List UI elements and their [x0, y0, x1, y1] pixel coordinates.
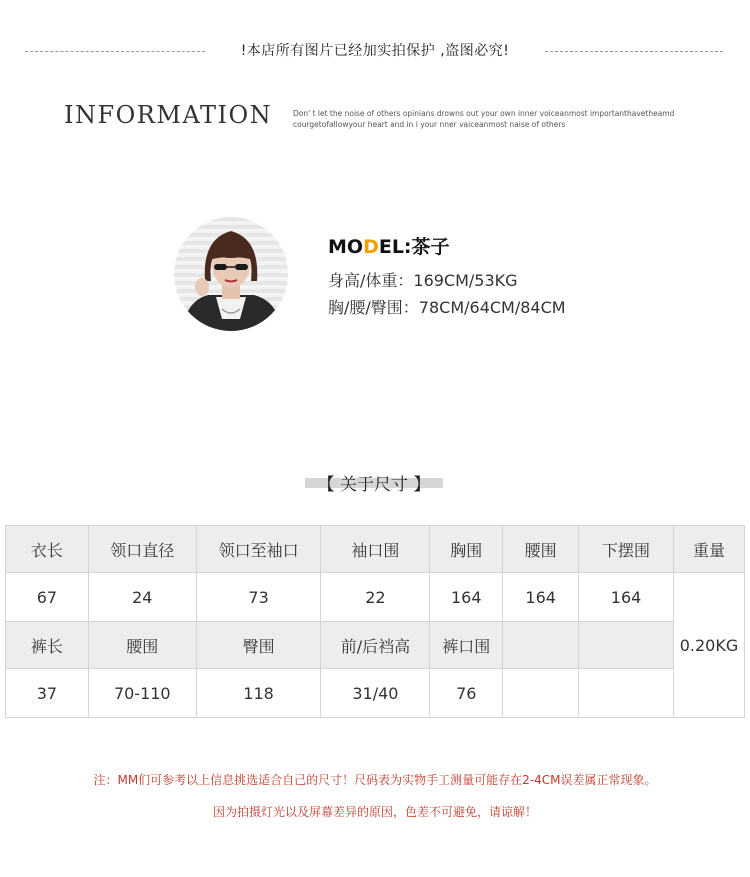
size-table — [5, 525, 745, 718]
information-title: INFORMATION — [64, 101, 273, 129]
sizing-note: 注：MM们可参考以上信息挑选适合自己的尺寸！尺码表为实物手工测量可能存在2-4CM误差属正常现象。 — [93, 773, 657, 787]
model-label-el: EL: — [378, 236, 412, 258]
information-description — [293, 108, 713, 130]
table-header-cell: 臀围 — [196, 622, 321, 669]
table-cell: 73 — [196, 573, 321, 622]
model-portrait-image — [174, 217, 288, 331]
table-cell: 118 — [196, 669, 321, 718]
table-cell: 164 — [503, 573, 579, 622]
model-name: 茶子 — [411, 236, 450, 258]
table-header-cell: 领口至袖口 — [196, 526, 321, 573]
weight-value-cell: 0.20KG — [673, 573, 744, 718]
table-header-cell — [579, 622, 674, 669]
model-measurements: 胸/腰/臀围：78CM/64CM/84CM — [328, 298, 566, 317]
information-description-line-2: courgetofallowyour heart and in i your nner vaiceanmost naise of others — [293, 120, 566, 129]
model-height-weight: 身高/体重：169CM/53KG — [328, 271, 518, 290]
color-note: 因为拍摄灯光以及屏幕差异的原因，色差不可避免，请谅解！ — [212, 805, 537, 819]
table-header-cell: 腰围 — [88, 622, 196, 669]
table-header-cell: 衣长 — [6, 526, 89, 573]
table-header-cell — [503, 622, 579, 669]
table-header-cell: 裤口围 — [430, 622, 503, 669]
table-cell: 37 — [6, 669, 89, 718]
table-header-cell: 胸围 — [430, 526, 503, 573]
information-description-line-1: Don' t let the noise of others opinians drowns out your own inner voiceanmost importanthavetheamd — [293, 109, 675, 118]
model-name-heading — [328, 232, 450, 259]
table-cell: 164 — [430, 573, 503, 622]
table-cell: 31/40 — [321, 669, 430, 718]
model-label-mo: MO — [328, 236, 364, 258]
table-cell: 164 — [579, 573, 674, 622]
table-cell — [503, 669, 579, 718]
table-value-row-bottom — [6, 669, 745, 718]
table-cell: 76 — [430, 669, 503, 718]
table-header-row-bottom — [6, 622, 745, 669]
size-section-title: 【 关于尺寸 】 — [317, 475, 431, 495]
table-header-cell: 前/后裆高 — [321, 622, 430, 669]
copyright-notice: !本店所有图片已经加实拍保护 ,盗图必究! — [240, 43, 510, 59]
table-header-cell: 下摆围 — [579, 526, 674, 573]
table-header-row-top — [6, 526, 745, 573]
table-cell: 24 — [88, 573, 196, 622]
table-cell: 22 — [321, 573, 430, 622]
model-avatar — [174, 217, 288, 331]
model-label-d: D — [363, 236, 379, 258]
table-header-cell: 重量 — [673, 526, 744, 573]
table-header-cell: 裤长 — [6, 622, 89, 669]
table-cell: 67 — [6, 573, 89, 622]
table-header-cell: 领口直径 — [88, 526, 196, 573]
table-cell: 70-110 — [88, 669, 196, 718]
table-value-row-top — [6, 573, 745, 622]
table-cell — [579, 669, 674, 718]
table-header-cell: 袖口围 — [321, 526, 430, 573]
notice-divider-right — [545, 51, 723, 52]
table-header-cell: 腰围 — [503, 526, 579, 573]
